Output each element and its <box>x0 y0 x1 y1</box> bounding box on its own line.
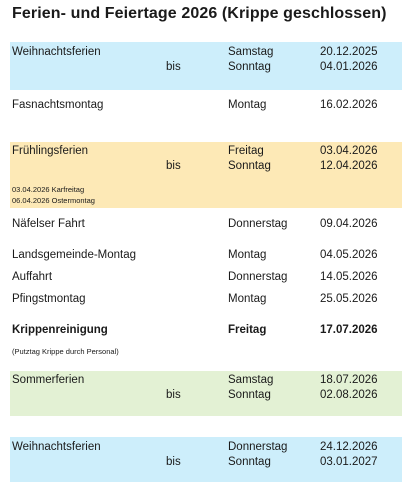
weekday-start: Freitag <box>228 145 264 157</box>
holiday-name: Krippenreinigung <box>12 324 108 336</box>
weekday-start: Donnerstag <box>228 441 288 453</box>
weekday: Donnerstag <box>228 218 288 230</box>
date-start: 18.07.2026 <box>320 374 378 386</box>
page-title: Ferien- und Feiertage 2026 (Krippe geschlossen) <box>12 5 387 22</box>
date-end: 03.01.2027 <box>320 456 378 468</box>
note-putztag: (Putztag Krippe durch Personal) <box>12 347 119 356</box>
weekday-end: Sonntag <box>228 456 271 468</box>
date-start: 20.12.2025 <box>320 46 378 58</box>
weekday: Freitag <box>228 324 267 336</box>
holiday-name: Weihnachtsferien <box>12 46 101 58</box>
bis-label: bis <box>166 61 181 73</box>
date-start: 03.04.2026 <box>320 145 378 157</box>
date-end: 12.04.2026 <box>320 160 378 172</box>
date-end: 02.08.2026 <box>320 389 378 401</box>
weekday-start: Samstag <box>228 46 274 58</box>
weekday-end: Sonntag <box>228 61 271 73</box>
bis-label: bis <box>166 456 181 468</box>
weekday: Montag <box>228 293 267 305</box>
weekday: Donnerstag <box>228 271 288 283</box>
holiday-name: Näfelser Fahrt <box>12 218 85 230</box>
holiday-name: Landsgemeinde-Montag <box>12 249 137 261</box>
note-karfreitag: 03.04.2026 Karfreitag <box>12 185 85 194</box>
holiday-name: Pfingstmontag <box>12 293 86 305</box>
weekday: Montag <box>228 99 267 111</box>
holiday-name: Sommerferien <box>12 374 85 386</box>
weekday-end: Sonntag <box>228 389 271 401</box>
bis-label: bis <box>166 389 181 401</box>
weekday-end: Sonntag <box>228 160 271 172</box>
date: 16.02.2026 <box>320 99 378 111</box>
date: 25.05.2026 <box>320 293 378 305</box>
date-end: 04.01.2026 <box>320 61 378 73</box>
bis-label: bis <box>166 160 181 172</box>
weekday: Montag <box>228 249 267 261</box>
holiday-name: Fasnachtsmontag <box>12 99 104 111</box>
date: 04.05.2026 <box>320 249 378 261</box>
weekday-start: Samstag <box>228 374 274 386</box>
date-start: 24.12.2026 <box>320 441 378 453</box>
date: 17.07.2026 <box>320 324 378 336</box>
date: 14.05.2026 <box>320 271 378 283</box>
holiday-name: Auffahrt <box>12 271 53 283</box>
date: 09.04.2026 <box>320 218 378 230</box>
holiday-name: Frühlingsferien <box>12 145 89 157</box>
note-ostermontag: 06.04.2026 Ostermontag <box>12 196 95 205</box>
holiday-name: Weihnachtsferien <box>12 441 101 453</box>
